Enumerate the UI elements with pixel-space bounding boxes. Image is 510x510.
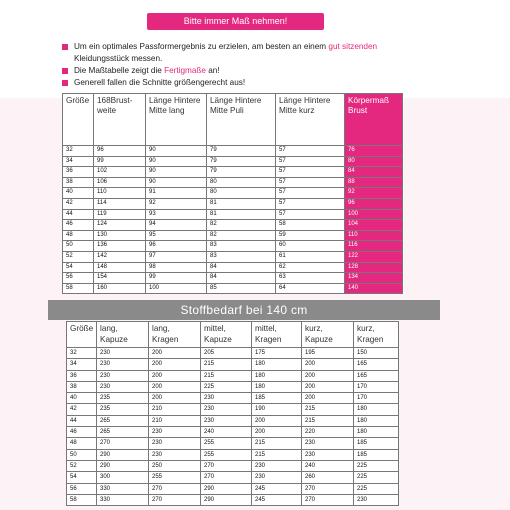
table-cell: 54	[63, 262, 94, 273]
notes-list	[62, 41, 402, 89]
table-cell: 200	[149, 359, 201, 370]
table-cell: 210	[149, 415, 201, 426]
note-text-end: Kleidungsstück messen.	[74, 54, 163, 63]
table-cell: 215	[252, 449, 302, 460]
table-cell: 81	[207, 198, 276, 209]
table-cell: 200	[252, 415, 302, 426]
table-cell: 230	[201, 404, 252, 415]
table-cell: 44	[67, 415, 97, 426]
table-cell: 175	[252, 348, 302, 359]
table-cell: 150	[354, 348, 399, 359]
note-item	[62, 77, 402, 89]
table-cell: 36	[63, 167, 94, 178]
table-cell: 270	[201, 472, 252, 483]
table-cell: 58	[63, 283, 94, 294]
table-cell: 300	[97, 472, 149, 483]
table-row	[67, 415, 399, 426]
table-cell: 100	[345, 209, 403, 220]
table-cell: 200	[149, 348, 201, 359]
table-cell: 200	[149, 370, 201, 381]
table-cell: 230	[252, 472, 302, 483]
table-cell: 170	[354, 381, 399, 392]
table-cell: 265	[97, 427, 149, 438]
table-cell: 42	[67, 404, 97, 415]
table-cell: 110	[94, 188, 146, 199]
table-cell: 84	[345, 167, 403, 178]
table-cell: 96	[146, 241, 207, 252]
table-cell: 270	[201, 460, 252, 471]
table-cell: 92	[345, 188, 403, 199]
table-cell: 230	[149, 427, 201, 438]
table-cell: 250	[149, 460, 201, 471]
table-cell: 56	[67, 483, 97, 494]
table-cell: 99	[146, 273, 207, 284]
table-cell: 180	[354, 427, 399, 438]
table-cell: 154	[94, 273, 146, 284]
table-row	[67, 348, 399, 359]
bullet-square-icon	[62, 80, 68, 86]
bullet-square-icon	[62, 44, 68, 50]
table-cell: 210	[149, 404, 201, 415]
table-cell: 60	[276, 241, 345, 252]
table-cell: 81	[207, 209, 276, 220]
table-cell: 48	[63, 230, 94, 241]
table-cell: 92	[146, 198, 207, 209]
table-cell: 100	[146, 283, 207, 294]
table-cell: 64	[276, 283, 345, 294]
table-cell: 122	[345, 251, 403, 262]
table-cell: 240	[201, 427, 252, 438]
table-row	[67, 404, 399, 415]
table-cell: 57	[276, 188, 345, 199]
table-cell: 90	[146, 177, 207, 188]
table-row	[67, 494, 399, 505]
table-cell: 195	[302, 348, 354, 359]
table-cell: 180	[252, 381, 302, 392]
table-row	[67, 483, 399, 494]
table-cell: 225	[354, 472, 399, 483]
table-cell: 90	[146, 146, 207, 157]
table-cell: 46	[67, 427, 97, 438]
table-cell: 80	[207, 177, 276, 188]
table-cell: 225	[201, 381, 252, 392]
table-cell: 200	[302, 359, 354, 370]
table-row	[67, 438, 399, 449]
table-cell: 235	[97, 393, 149, 404]
table-cell: 90	[146, 167, 207, 178]
table-cell: 80	[207, 188, 276, 199]
table-cell: 38	[63, 177, 94, 188]
table-cell: 330	[97, 483, 149, 494]
table-cell: 185	[354, 449, 399, 460]
table-cell: 57	[276, 167, 345, 178]
table-row	[63, 283, 403, 294]
table-cell: 255	[149, 472, 201, 483]
table-cell: 270	[149, 483, 201, 494]
table-cell: 200	[302, 381, 354, 392]
table-cell: 52	[67, 460, 97, 471]
table-row	[63, 241, 403, 252]
table-cell: 180	[354, 415, 399, 426]
table-cell: 235	[97, 404, 149, 415]
table-cell: 58	[67, 494, 97, 505]
table-row	[63, 251, 403, 262]
table-cell: 40	[63, 188, 94, 199]
table-cell: 230	[252, 460, 302, 471]
table-cell: 90	[146, 156, 207, 167]
table-row	[63, 209, 403, 220]
table-cell: 44	[63, 209, 94, 220]
table-cell: 57	[276, 198, 345, 209]
table-cell: 130	[94, 230, 146, 241]
fabric-table-header-row	[67, 322, 399, 348]
table-cell: 185	[354, 438, 399, 449]
table-cell: 230	[97, 359, 149, 370]
table-cell: 240	[302, 460, 354, 471]
table-cell: 165	[354, 359, 399, 370]
table-cell: 104	[345, 220, 403, 231]
col-header-long-hood: lang, Kapuze	[97, 322, 149, 348]
table-cell: 260	[302, 472, 354, 483]
table-row	[67, 359, 399, 370]
table-cell: 124	[94, 220, 146, 231]
table-cell: 99	[94, 156, 146, 167]
note-item	[62, 65, 402, 77]
table-cell: 82	[207, 230, 276, 241]
table-cell: 40	[67, 393, 97, 404]
table-cell: 290	[201, 494, 252, 505]
table-cell: 230	[97, 381, 149, 392]
table-cell: 63	[276, 273, 345, 284]
table-cell: 80	[345, 156, 403, 167]
measure-banner: Bitte immer Maß nehmen!	[147, 13, 324, 30]
table-cell: 230	[149, 449, 201, 460]
note-highlight: gut sitzenden	[328, 42, 378, 51]
table-cell: 34	[67, 359, 97, 370]
col-header-length-short: Länge Hintere Mitte kurz	[276, 94, 345, 146]
table-cell: 32	[63, 146, 94, 157]
table-cell: 230	[354, 494, 399, 505]
table-cell: 57	[276, 209, 345, 220]
table-row	[63, 146, 403, 157]
table-cell: 230	[97, 348, 149, 359]
table-cell: 96	[94, 146, 146, 157]
table-cell: 136	[94, 241, 146, 252]
table-cell: 290	[97, 449, 149, 460]
table-cell: 116	[345, 241, 403, 252]
col-header-medium-collar: mittel, Kragen	[252, 322, 302, 348]
table-cell: 98	[146, 262, 207, 273]
table-cell: 32	[67, 348, 97, 359]
table-row	[63, 230, 403, 241]
table-cell: 57	[276, 146, 345, 157]
table-cell: 62	[276, 262, 345, 273]
table-cell: 34	[63, 156, 94, 167]
table-cell: 94	[146, 220, 207, 231]
table-cell: 225	[354, 460, 399, 471]
table-cell: 225	[354, 483, 399, 494]
table-cell: 270	[302, 483, 354, 494]
size-table-header-row	[63, 94, 403, 146]
table-cell: 140	[345, 283, 403, 294]
table-cell: 215	[302, 404, 354, 415]
table-cell: 190	[252, 404, 302, 415]
col-header-body-chest: Körpermaß Brust	[345, 94, 403, 146]
table-cell: 230	[97, 370, 149, 381]
table-cell: 56	[63, 273, 94, 284]
note-text-end: an!	[205, 66, 220, 75]
table-cell: 102	[94, 167, 146, 178]
table-cell: 50	[67, 449, 97, 460]
table-cell: 93	[146, 209, 207, 220]
table-cell: 200	[252, 427, 302, 438]
table-cell: 128	[345, 262, 403, 273]
table-cell: 230	[302, 438, 354, 449]
fabric-table	[66, 321, 399, 506]
table-cell: 160	[94, 283, 146, 294]
table-cell: 180	[252, 359, 302, 370]
table-cell: 85	[207, 283, 276, 294]
table-cell: 110	[345, 230, 403, 241]
note-text: Um ein optimales Passformergebnis zu erzielen, am besten an einem	[74, 42, 329, 51]
table-row	[63, 156, 403, 167]
table-cell: 230	[149, 438, 201, 449]
table-cell: 95	[146, 230, 207, 241]
col-header-long-collar: lang, Kragen	[149, 322, 201, 348]
col-header-length-long: Länge Hintere Mitte lang	[146, 94, 207, 146]
table-cell: 52	[63, 251, 94, 262]
table-cell: 91	[146, 188, 207, 199]
note-item	[62, 41, 402, 65]
table-row	[67, 370, 399, 381]
table-row	[63, 273, 403, 284]
note-highlight: Fertigmaße	[164, 66, 206, 75]
table-cell: 215	[302, 415, 354, 426]
table-cell: 50	[63, 241, 94, 252]
table-cell: 142	[94, 251, 146, 262]
col-header-short-collar: kurz, Kragen	[354, 322, 399, 348]
table-row	[63, 167, 403, 178]
table-cell: 230	[302, 449, 354, 460]
table-cell: 215	[201, 370, 252, 381]
table-cell: 245	[252, 483, 302, 494]
col-header-chest-width: 168Brust-weite	[94, 94, 146, 146]
table-cell: 290	[201, 483, 252, 494]
table-cell: 83	[207, 251, 276, 262]
table-cell: 185	[252, 393, 302, 404]
col-header-medium-hood: mittel, Kapuze	[201, 322, 252, 348]
table-cell: 57	[276, 177, 345, 188]
table-cell: 290	[97, 460, 149, 471]
table-cell: 270	[149, 494, 201, 505]
col-header-length-puli: Länge Hintere Mitte Puli	[207, 94, 276, 146]
table-cell: 180	[354, 404, 399, 415]
table-cell: 61	[276, 251, 345, 262]
note-text: Die Maßtabelle zeigt die	[74, 66, 165, 75]
table-row	[63, 262, 403, 273]
table-cell: 255	[201, 438, 252, 449]
table-cell: 54	[67, 472, 97, 483]
table-cell: 148	[94, 262, 146, 273]
table-cell: 220	[302, 427, 354, 438]
table-cell: 46	[63, 220, 94, 231]
table-cell: 57	[276, 156, 345, 167]
table-cell: 215	[201, 359, 252, 370]
col-header-short-hood: kurz, Kapuze	[302, 322, 354, 348]
table-cell: 114	[94, 198, 146, 209]
table-cell: 59	[276, 230, 345, 241]
col-header-size: Größe	[67, 322, 97, 348]
table-row	[67, 427, 399, 438]
table-cell: 76	[345, 146, 403, 157]
table-cell: 42	[63, 198, 94, 209]
table-cell: 82	[207, 220, 276, 231]
table-row	[67, 472, 399, 483]
table-cell: 79	[207, 156, 276, 167]
fabric-requirement-title: Stoffbedarf bei 140 cm	[48, 300, 440, 320]
table-row	[67, 449, 399, 460]
table-cell: 170	[354, 393, 399, 404]
table-row	[67, 381, 399, 392]
table-cell: 79	[207, 146, 276, 157]
table-cell: 79	[207, 167, 276, 178]
bullet-square-icon	[62, 68, 68, 74]
table-row	[63, 188, 403, 199]
table-cell: 134	[345, 273, 403, 284]
col-header-size: Größe	[63, 94, 94, 146]
table-cell: 38	[67, 381, 97, 392]
note-text: Generell fallen die Schnitte größengerecht aus!	[74, 78, 246, 87]
table-cell: 84	[207, 262, 276, 273]
table-row	[63, 220, 403, 231]
table-row	[63, 198, 403, 209]
table-cell: 270	[302, 494, 354, 505]
table-cell: 265	[97, 415, 149, 426]
table-cell: 205	[201, 348, 252, 359]
table-cell: 88	[345, 177, 403, 188]
table-row	[67, 460, 399, 471]
table-cell: 200	[302, 370, 354, 381]
table-cell: 270	[97, 438, 149, 449]
table-cell: 119	[94, 209, 146, 220]
table-cell: 200	[302, 393, 354, 404]
table-cell: 84	[207, 273, 276, 284]
table-cell: 48	[67, 438, 97, 449]
table-cell: 58	[276, 220, 345, 231]
table-cell: 230	[201, 415, 252, 426]
table-row	[63, 177, 403, 188]
table-cell: 230	[201, 393, 252, 404]
table-cell: 330	[97, 494, 149, 505]
table-cell: 200	[149, 393, 201, 404]
table-cell: 165	[354, 370, 399, 381]
table-cell: 255	[201, 449, 252, 460]
table-cell: 180	[252, 370, 302, 381]
table-row	[67, 393, 399, 404]
table-cell: 245	[252, 494, 302, 505]
table-cell: 96	[345, 198, 403, 209]
table-cell: 215	[252, 438, 302, 449]
table-cell: 36	[67, 370, 97, 381]
table-cell: 106	[94, 177, 146, 188]
table-cell: 200	[149, 381, 201, 392]
size-table	[62, 93, 403, 294]
table-cell: 97	[146, 251, 207, 262]
table-cell: 83	[207, 241, 276, 252]
